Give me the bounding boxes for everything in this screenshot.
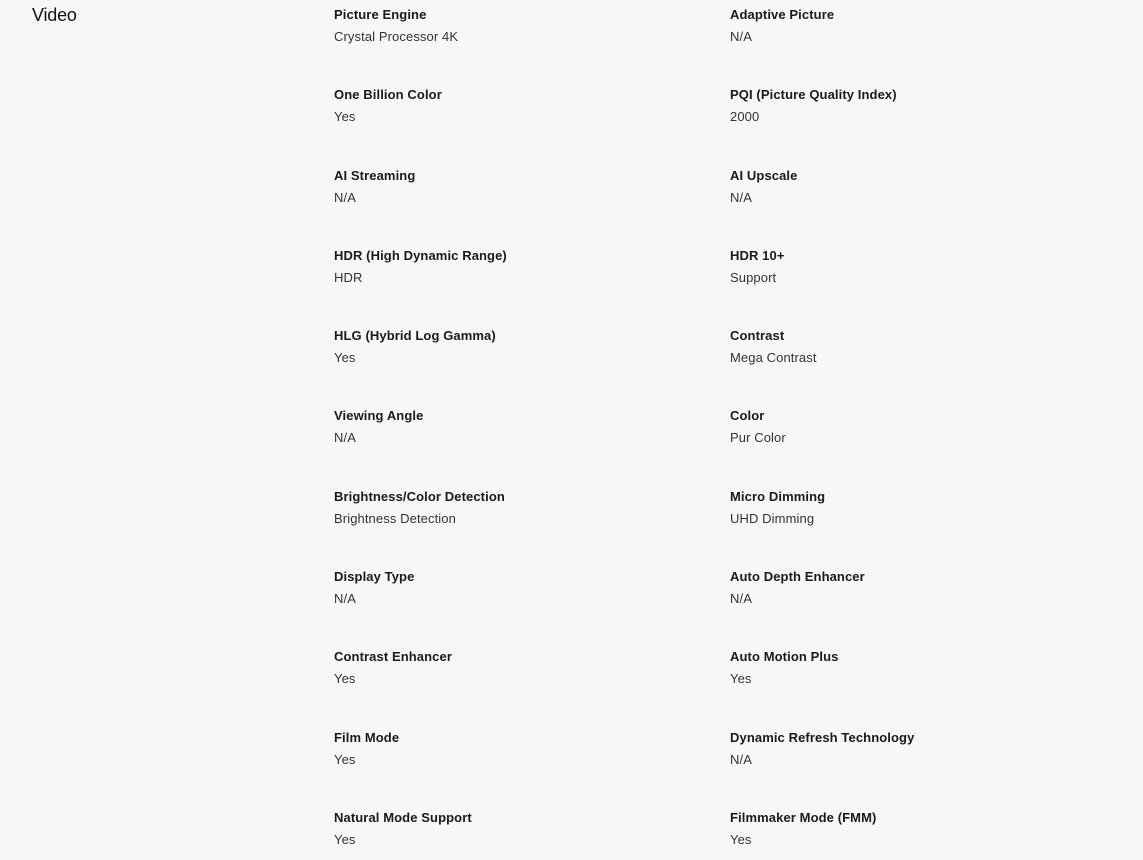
spec-item xyxy=(730,247,1126,327)
spec-value: N/A xyxy=(730,29,752,44)
spec-name: HDR 10+ xyxy=(730,247,785,263)
spec-value: HDR xyxy=(334,269,363,285)
spec-value: Yes xyxy=(334,350,356,366)
spec-value: Brightness Detection xyxy=(334,510,456,526)
spec-item xyxy=(334,729,730,809)
spec-item xyxy=(730,167,1126,247)
spec-item xyxy=(730,809,1126,860)
spec-value: Yes xyxy=(730,671,752,687)
spec-value: Yes xyxy=(730,831,752,847)
spec-value: 2000 xyxy=(730,109,760,125)
spec-name: Contrast Enhancer xyxy=(334,649,453,665)
spec-name: Auto Depth Enhancer xyxy=(730,569,865,585)
spec-value: Mega Contrast xyxy=(730,350,817,366)
section-title: Video xyxy=(32,5,77,25)
spec-item xyxy=(334,809,730,860)
spec-name: Micro Dimming xyxy=(730,488,826,504)
spec-name: AI Upscale xyxy=(730,167,798,183)
spec-name: Color xyxy=(730,408,765,424)
spec-name: HLG (Hybrid Log Gamma) xyxy=(334,328,496,344)
spec-value: N/A xyxy=(730,189,752,205)
spec-name: Dynamic Refresh Technology xyxy=(730,729,915,745)
spec-value: N/A xyxy=(730,751,752,767)
spec-grid xyxy=(334,6,1134,860)
spec-name: Contrast xyxy=(730,328,785,344)
spec-item xyxy=(730,327,1126,407)
spec-item xyxy=(334,86,730,166)
spec-value: Yes xyxy=(334,109,356,125)
spec-value: N/A xyxy=(334,189,356,205)
spec-name: AI Streaming xyxy=(334,167,416,183)
spec-item xyxy=(730,6,1126,86)
spec-value: Yes xyxy=(334,751,356,767)
spec-item xyxy=(730,407,1126,487)
spec-name: Viewing Angle xyxy=(334,408,424,424)
spec-value: Support xyxy=(730,269,777,285)
spec-name: Auto Motion Plus xyxy=(730,649,839,665)
spec-name: Display Type xyxy=(334,569,415,585)
spec-name: Filmmaker Mode (FMM) xyxy=(730,809,877,825)
spec-value: Yes xyxy=(334,671,356,687)
spec-item xyxy=(334,167,730,247)
spec-name: Film Mode xyxy=(334,729,400,745)
spec-item xyxy=(334,6,730,86)
spec-item xyxy=(730,488,1126,568)
spec-name: Natural Mode Support xyxy=(334,809,472,825)
spec-item xyxy=(334,568,730,648)
spec-name: PQI (Picture Quality Index) xyxy=(730,87,897,103)
spec-value: UHD Dimming xyxy=(730,510,815,526)
spec-name: Adaptive Picture xyxy=(730,7,835,22)
spec-item xyxy=(334,648,730,728)
spec-value: Pur Color xyxy=(730,430,786,446)
spec-item xyxy=(730,86,1126,166)
spec-value: N/A xyxy=(730,591,752,607)
spec-item xyxy=(334,247,730,327)
spec-name: One Billion Color xyxy=(334,87,442,103)
spec-name: HDR (High Dynamic Range) xyxy=(334,247,507,263)
spec-name: Picture Engine xyxy=(334,7,427,22)
spec-name: Brightness/Color Detection xyxy=(334,488,505,504)
spec-value: Yes xyxy=(334,831,356,847)
spec-item xyxy=(334,488,730,568)
spec-item xyxy=(730,568,1126,648)
spec-value: Crystal Processor 4K xyxy=(334,29,459,44)
spec-item xyxy=(334,407,730,487)
spec-item xyxy=(730,729,1126,809)
spec-value: N/A xyxy=(334,591,356,607)
spec-item xyxy=(334,327,730,407)
spec-item xyxy=(730,648,1126,728)
spec-value: N/A xyxy=(334,430,356,446)
